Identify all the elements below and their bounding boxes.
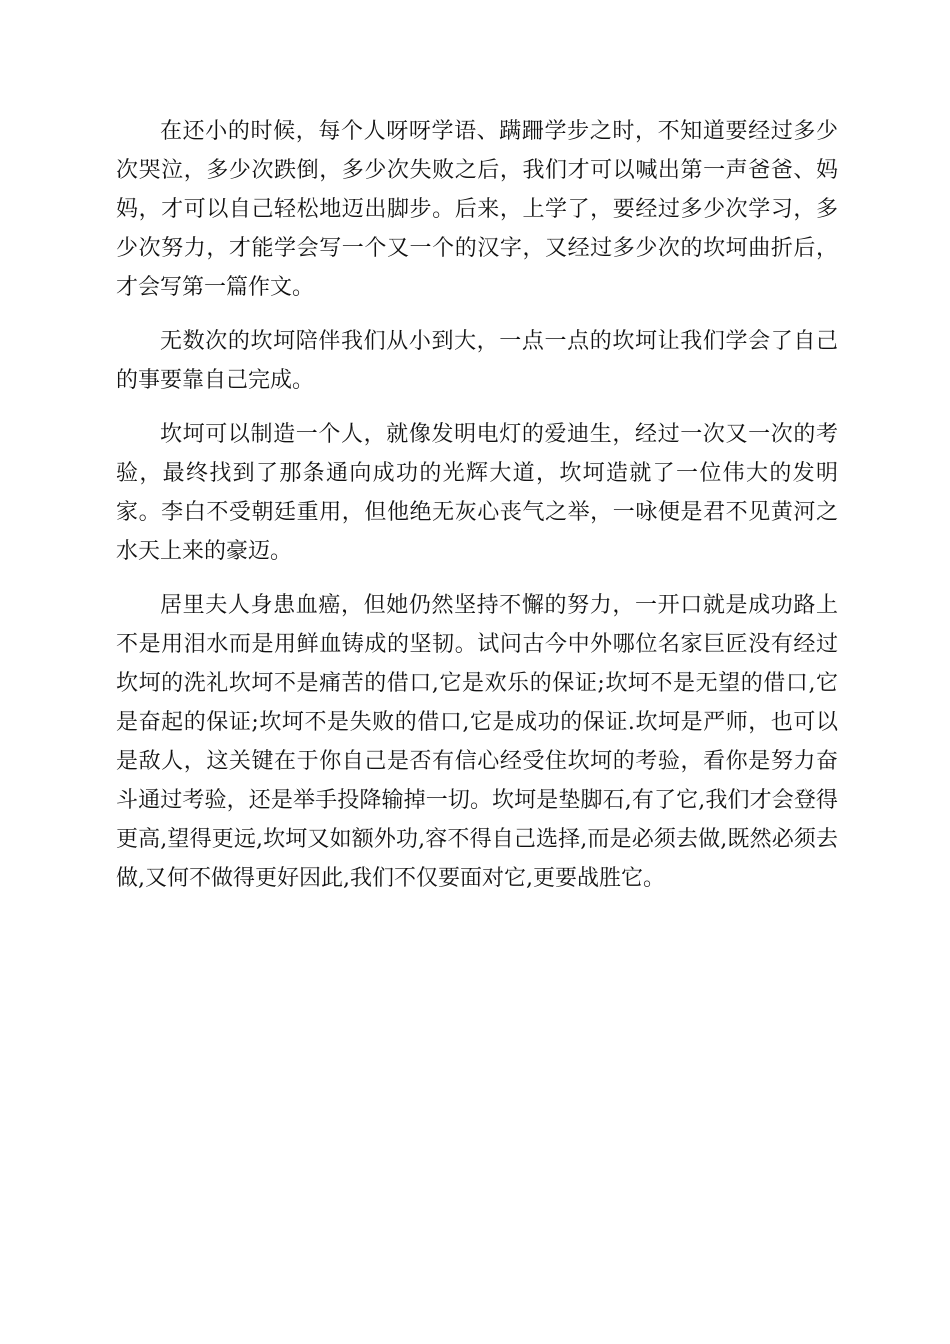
paragraph-2: 无数次的坎坷陪伴我们从小到大，一点一点的坎坷让我们学会了自己的事要靠自己完成。 <box>116 329 838 393</box>
paragraph-4: 居里夫人身患血癌，但她仍然坚持不懈的努力，一开口就是成功路上不是用泪水而是用鲜血铸成的坚韧。试问古今中外哪位名家巨匠没有经过坎坷的洗礼坎坷不是痛苦的借口,它是欢乐的保证;坎坷不是无望的借口,它是奋起的保证;坎坷不是失败的借口,它是成功的保证.坎坷是严师，也可以是敌人，这关键在于你自己是否有信心经受住坎坷的考验，看你是努力奋斗通过考验，还是举手投降输掉一切。坎坷是垫脚石,有了它,我们才会登得更高,望得更远,坎坷又如额外功,容不得自己选择,而是必须去做,既然必须去做,又何不做得更好因此,我们不仅要面对它,更要战胜它。 <box>116 593 838 891</box>
paragraph-3: 坎坷可以制造一个人，就像发明电灯的爱迪生，经过一次又一次的考验，最终找到了那条通向成功的光辉大道，坎坷造就了一位伟大的发明家。李白不受朝廷重用，但他绝无灰心丧气之举，一咏便是君不见黄河之水天上来的豪迈。 <box>116 422 838 564</box>
paragraph-1: 在还小的时候，每个人呀呀学语、蹒跚学步之时，不知道要经过多少次哭泣，多少次跌倒，多少次失败之后，我们才可以喊出第一声爸爸、妈妈，才可以自己轻松地迈出脚步。后来，上学了，要经过多少次学习，多少次努力，才能学会写一个又一个的汉字，又经过多少次的坎坷曲折后，才会写第一篇作文。 <box>116 119 838 300</box>
document-body <box>116 112 838 913</box>
